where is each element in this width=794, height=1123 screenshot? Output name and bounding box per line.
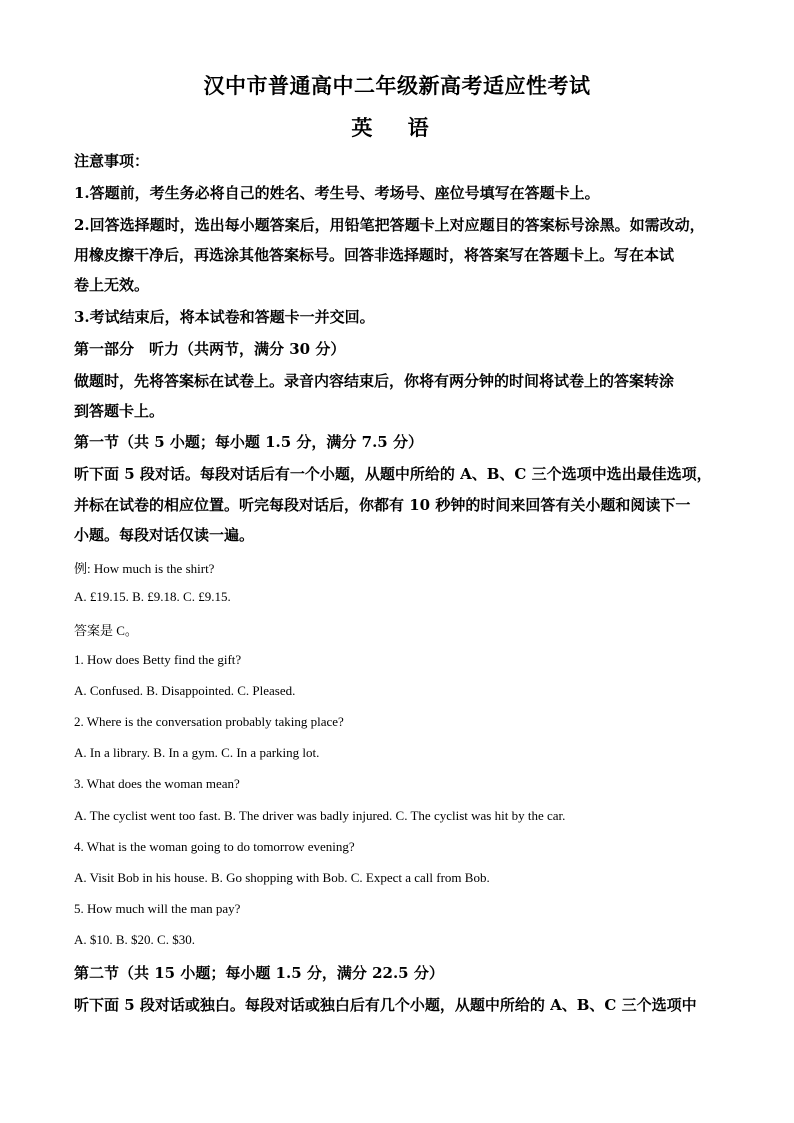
section1-intro-line-1: 听下面 5 段对话。每段对话后有一个小题，从题中所给的 A、B、C 三个选项中选出最佳选项， — [74, 465, 712, 483]
section1-heading: 第一节（共 5 小题；每小题 1.5 分，满分 7.5 分） — [74, 433, 423, 451]
part1-intro-line-2: 到答题卡上。 — [74, 402, 165, 420]
question-4-options: A. Visit Bob in his house. B. Go shopping with Bob. C. Expect a call from Bob. — [74, 870, 490, 885]
example-answer: 答案是 C。 — [74, 623, 138, 638]
subject-title: 英 语 — [351, 115, 443, 140]
question-3: 3. What does the woman mean? — [74, 776, 240, 791]
notes-heading: 注意事项： — [74, 152, 150, 170]
part1-heading: 第一部分 听力（共两节，满分 30 分） — [74, 340, 346, 358]
question-4: 4. What is the woman going to do tomorrow evening? — [74, 839, 355, 854]
example-options: A. £19.15. B. £9.18. C. £9.15. — [74, 589, 231, 604]
question-2: 2. Where is the conversation probably taking place? — [74, 714, 344, 729]
note-2-line-1: 2.回答选择题时，选出每小题答案后，用铅笔把答题卡上对应题目的答案标号涂黑。如需改动， — [74, 216, 705, 234]
question-5-options: A. $10. B. $20. C. $30. — [74, 932, 195, 947]
question-2-options: A. In a library. B. In a gym. C. In a parking lot. — [74, 745, 320, 760]
exam-title: 汉中市普通高中二年级新高考适应性考试 — [203, 73, 591, 98]
question-5: 5. How much will the man pay? — [74, 901, 241, 916]
example-question: 例: How much is the shirt? — [74, 561, 215, 576]
note-2-line-2: 用橡皮擦干净后，再选涂其他答案标号。回答非选择题时，将答案写在答题卡上。写在本试 — [74, 246, 675, 264]
section1-intro-line-2: 并标在试卷的相应位置。听完每段对话后，你都有 10 秒钟的时间来回答有关小题和阅读下一 — [74, 496, 691, 514]
part1-intro-line-1: 做题时，先将答案标在试卷上。录音内容结束后，你将有两分钟的时间将试卷上的答案转涂 — [74, 372, 675, 390]
section2-heading: 第二节（共 15 小题；每小题 1.5 分，满分 22.5 分） — [74, 964, 444, 982]
note-1: 1.答题前，考生务必将自己的姓名、考生号、考场号、座位号填写在答题卡上。 — [74, 184, 600, 202]
question-3-options: A. The cyclist went too fast. B. The driver was badly injured. C. The cyclist was hit by the car. — [74, 808, 566, 823]
question-1: 1. How does Betty find the gift? — [74, 652, 242, 667]
question-1-options: A. Confused. B. Disappointed. C. Pleased. — [74, 683, 296, 698]
section2-intro-line-1: 听下面 5 段对话或独白。每段对话或独白后有几个小题，从题中所给的 A、B、C 三个选项中 — [74, 996, 697, 1014]
note-3: 3.考试结束后，将本试卷和答题卡一并交回。 — [74, 308, 375, 326]
note-2-line-3: 卷上无效。 — [74, 276, 150, 294]
section1-intro-line-3: 小题。每段对话仅读一遍。 — [74, 526, 255, 544]
